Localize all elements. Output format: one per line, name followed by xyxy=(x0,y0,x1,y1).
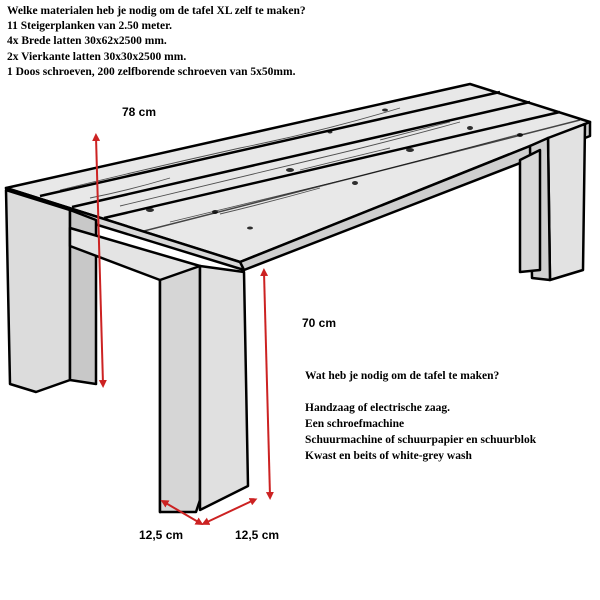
tools-heading: Wat heb je nodig om de tafel te maken? xyxy=(305,370,500,382)
tools-list xyxy=(305,368,536,464)
materials-heading: Welke materialen heb je nodig om de tafel XL zelf te maken? xyxy=(7,5,306,17)
dimension-leg-width: 12,5 cm xyxy=(235,528,280,542)
material-item: 2x Vierkante latten 30x30x2500 mm. xyxy=(7,50,187,63)
tool-item: Een schroefmachine xyxy=(305,418,405,430)
tool-item: Schuurmachine of schuurpapier en schuurblok xyxy=(305,434,537,446)
dimension-table-height: 78 cm xyxy=(122,105,157,119)
table-leg-front-right xyxy=(520,150,540,272)
table-leg-back-left xyxy=(6,190,96,392)
tool-item: Handzaag of electrische zaag. xyxy=(305,402,450,414)
tool-item: Kwast en beits of white-grey wash xyxy=(305,450,472,462)
dimension-leg-depth: 12,5 cm xyxy=(139,528,184,542)
material-item: 1 Doos schroeven, 200 zelfborende schroeven van 5x50mm. xyxy=(7,65,296,78)
material-item: 11 Steigerplanken van 2.50 meter. xyxy=(7,20,173,33)
materials-list xyxy=(7,4,306,80)
material-item: 4x Brede latten 30x62x2500 mm. xyxy=(7,35,167,48)
arrow-leg-height xyxy=(264,272,270,496)
dimension-leg-height: 70 cm xyxy=(302,316,337,330)
